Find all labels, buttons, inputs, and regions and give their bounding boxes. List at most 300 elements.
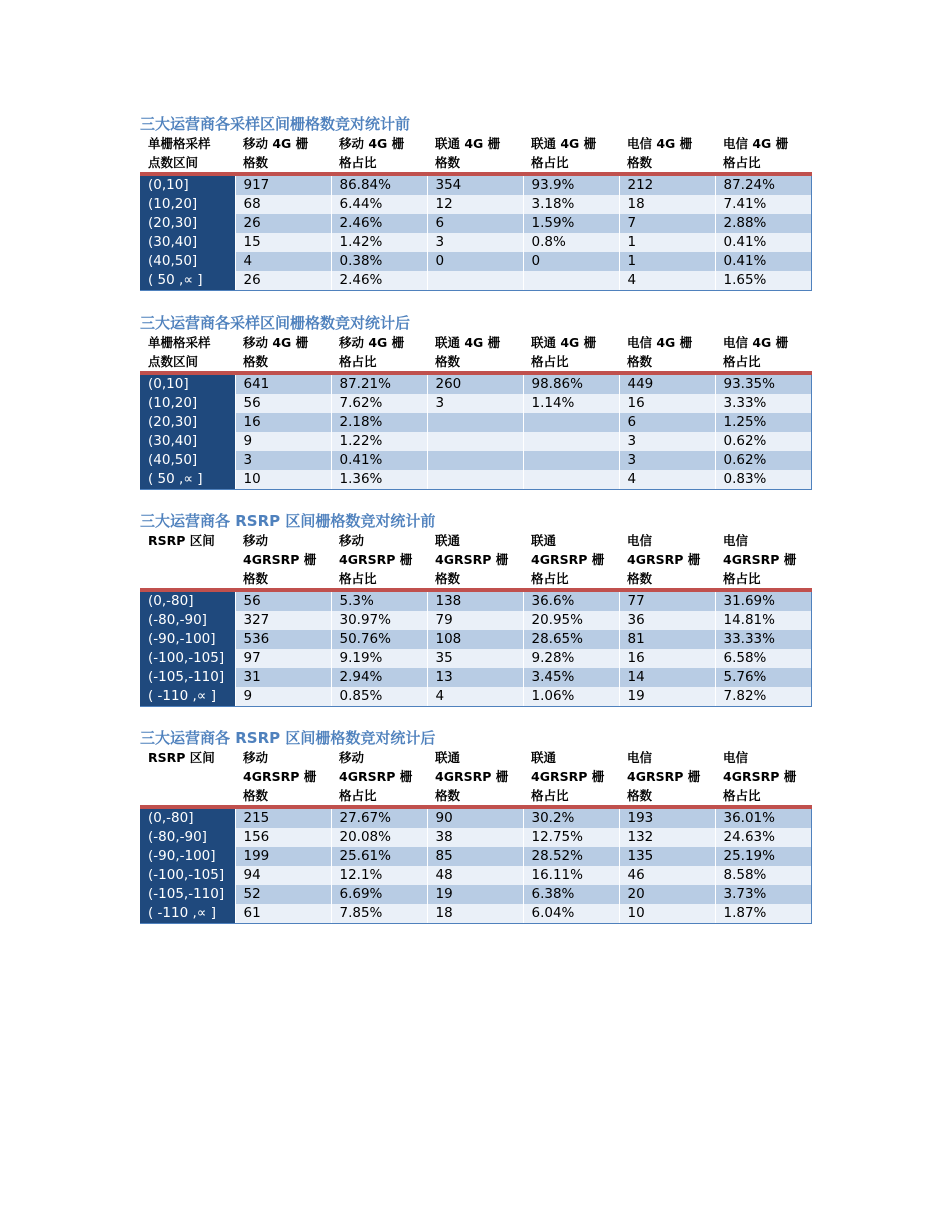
header-text: 格占比 [723, 571, 761, 586]
table-cell: 1.36% [331, 470, 427, 490]
header-cell [427, 531, 523, 590]
header-text: 4GRSRP 栅 [627, 552, 701, 567]
table-cell: 81 [619, 630, 715, 649]
row-range-label: (40,50] [140, 252, 235, 271]
header-text: 电信 [627, 533, 653, 548]
table-cell: 6.58% [715, 649, 811, 668]
table-cell: 1.65% [715, 271, 811, 291]
table-cell: 10 [235, 470, 331, 490]
table-cell: 3 [619, 451, 715, 470]
table-cell: 1 [619, 252, 715, 271]
header-cell [235, 748, 331, 807]
header-text: 联通 4G 栅 [531, 136, 597, 151]
table-cell [427, 451, 523, 470]
table-cell: 26 [235, 271, 331, 291]
table-cell: 2.46% [331, 271, 427, 291]
table-cell: 86.84% [331, 174, 427, 195]
table-cell: 7.41% [715, 195, 811, 214]
header-text: 移动 [243, 750, 269, 765]
table-cell: 93.9% [523, 174, 619, 195]
header-text: 格占比 [531, 155, 569, 170]
header-cell [523, 134, 619, 174]
table-cell: 260 [427, 373, 523, 394]
header-text: 格数 [627, 354, 653, 369]
table-cell: 6.38% [523, 885, 619, 904]
stats-table [140, 531, 812, 707]
stats-section-rsrp-before [140, 511, 811, 707]
table-cell: 48 [427, 866, 523, 885]
table-cell: 6 [619, 413, 715, 432]
table-cell: 87.24% [715, 174, 811, 195]
table-cell: 16 [235, 413, 331, 432]
section-title: 三大运营商各 RSRP 区间栅格数竞对统计前 [140, 512, 436, 530]
table-cell: 13 [427, 668, 523, 687]
header-text: 格数 [627, 788, 653, 803]
table-cell: 7.85% [331, 904, 427, 924]
header-text: 移动 4G 栅 [339, 335, 405, 350]
header-text: 电信 4G 栅 [627, 335, 693, 350]
row-range-label: ( 50 ,∝ ] [140, 271, 235, 291]
table-row [140, 630, 811, 649]
header-text: 移动 4G 栅 [243, 335, 309, 350]
table-row [140, 611, 811, 630]
table-cell: 90 [427, 807, 523, 828]
section-title: 三大运营商各 RSRP 区间栅格数竞对统计后 [140, 729, 436, 747]
header-cell [331, 531, 427, 590]
row-range-label: (-80,-90] [140, 828, 235, 847]
table-cell: 36 [619, 611, 715, 630]
row-range-label: (30,40] [140, 432, 235, 451]
table-cell: 31.69% [715, 590, 811, 611]
header-text: 电信 4G 栅 [627, 136, 693, 151]
table-cell: 0 [427, 252, 523, 271]
table-cell: 3.18% [523, 195, 619, 214]
header-cell [715, 531, 811, 590]
header-cell [619, 333, 715, 373]
table-cell: 1 [619, 233, 715, 252]
section-title: 三大运营商各采样区间栅格数竞对统计前 [140, 115, 411, 133]
row-range-label: (10,20] [140, 394, 235, 413]
header-row [140, 748, 811, 807]
table-cell: 9 [235, 687, 331, 707]
header-text: 联通 [435, 750, 461, 765]
row-range-label: (0,10] [140, 174, 235, 195]
row-range-label: (20,30] [140, 413, 235, 432]
table-cell [427, 470, 523, 490]
table-cell: 12 [427, 195, 523, 214]
row-range-label: (10,20] [140, 195, 235, 214]
header-text: 格占比 [339, 155, 377, 170]
stats-table [140, 333, 812, 490]
table-cell: 20.08% [331, 828, 427, 847]
table-row [140, 174, 811, 195]
table-cell [523, 470, 619, 490]
header-text: 格占比 [723, 788, 761, 803]
table-cell [523, 432, 619, 451]
table-row [140, 271, 811, 291]
table-cell: 193 [619, 807, 715, 828]
table-body [140, 807, 811, 924]
table-cell: 68 [235, 195, 331, 214]
row-range-label: (-100,-105] [140, 866, 235, 885]
table-row [140, 252, 811, 271]
header-text: 联通 [531, 750, 557, 765]
table-cell: 19 [427, 885, 523, 904]
table-cell: 30.97% [331, 611, 427, 630]
table-cell: 79 [427, 611, 523, 630]
header-text: 格占比 [339, 354, 377, 369]
header-text: 格数 [627, 571, 653, 586]
header-text: 4GRSRP 栅 [723, 769, 797, 784]
header-text: 电信 [723, 750, 749, 765]
header-text: 联通 4G 栅 [435, 136, 501, 151]
header-cell [427, 748, 523, 807]
table-cell: 3.73% [715, 885, 811, 904]
table-row [140, 687, 811, 707]
table-cell: 212 [619, 174, 715, 195]
stats-section-sampling-after [140, 313, 811, 490]
header-text: 单栅格采样 [148, 136, 211, 151]
table-row [140, 866, 811, 885]
header-text: 格数 [435, 354, 461, 369]
table-cell: 93.35% [715, 373, 811, 394]
row-range-label: (-105,-110] [140, 885, 235, 904]
header-cell [523, 748, 619, 807]
header-cell [619, 134, 715, 174]
header-text: 4GRSRP 栅 [531, 769, 605, 784]
header-cell [427, 333, 523, 373]
row-range-label: (0,-80] [140, 590, 235, 611]
table-cell: 7.62% [331, 394, 427, 413]
table-cell: 16.11% [523, 866, 619, 885]
table-cell: 0.83% [715, 470, 811, 490]
table-cell: 85 [427, 847, 523, 866]
row-range-label: (-90,-100] [140, 630, 235, 649]
row-range-label: ( -110 ,∝ ] [140, 687, 235, 707]
table-cell: 1.22% [331, 432, 427, 451]
header-text: 4GRSRP 栅 [435, 769, 509, 784]
row-range-label: (-100,-105] [140, 649, 235, 668]
table-cell: 19 [619, 687, 715, 707]
table-cell: 56 [235, 590, 331, 611]
header-cell [427, 134, 523, 174]
table-row [140, 847, 811, 866]
table-cell: 3 [619, 432, 715, 451]
header-text: 联通 [435, 533, 461, 548]
header-text: 格数 [435, 155, 461, 170]
table-cell: 5.3% [331, 590, 427, 611]
header-cell [235, 333, 331, 373]
table-cell: 0.8% [523, 233, 619, 252]
table-cell: 0.41% [331, 451, 427, 470]
table-cell [523, 451, 619, 470]
header-text: 格占比 [531, 354, 569, 369]
table-cell: 3.33% [715, 394, 811, 413]
header-text: 格占比 [723, 155, 761, 170]
table-cell: 3 [235, 451, 331, 470]
header-text: 4GRSRP 栅 [435, 552, 509, 567]
header-cell [331, 333, 427, 373]
table-cell: 4 [619, 271, 715, 291]
table-cell: 87.21% [331, 373, 427, 394]
table-cell: 7 [619, 214, 715, 233]
stats-table [140, 134, 812, 291]
stats-section-rsrp-after [140, 728, 811, 924]
stats-table [140, 748, 812, 924]
table-row [140, 394, 811, 413]
table-cell: 14 [619, 668, 715, 687]
header-text: 格数 [435, 788, 461, 803]
row-range-label: (40,50] [140, 451, 235, 470]
header-text: 4GRSRP 栅 [339, 552, 413, 567]
header-cell-range [140, 134, 235, 174]
header-text: 点数区间 [148, 155, 199, 170]
table-body [140, 174, 811, 291]
table-cell [427, 413, 523, 432]
table-cell: 4 [619, 470, 715, 490]
table-cell: 35 [427, 649, 523, 668]
header-text: 4GRSRP 栅 [243, 552, 317, 567]
table-cell [427, 432, 523, 451]
table-cell: 1.14% [523, 394, 619, 413]
table-cell: 0.41% [715, 252, 811, 271]
table-cell: 6.04% [523, 904, 619, 924]
table-cell: 61 [235, 904, 331, 924]
table-cell: 33.33% [715, 630, 811, 649]
table-cell: 2.18% [331, 413, 427, 432]
table-cell: 8.58% [715, 866, 811, 885]
table-cell [523, 271, 619, 291]
header-cell [523, 531, 619, 590]
header-text: 联通 4G 栅 [531, 335, 597, 350]
stats-section-sampling-before [140, 114, 811, 291]
table-cell: 2.94% [331, 668, 427, 687]
header-text: 格数 [435, 571, 461, 586]
row-range-label: (-90,-100] [140, 847, 235, 866]
header-cell [715, 748, 811, 807]
table-cell: 12.75% [523, 828, 619, 847]
header-text: 单栅格采样 [148, 335, 211, 350]
table-row [140, 807, 811, 828]
header-text: 电信 [627, 750, 653, 765]
table-cell: 28.52% [523, 847, 619, 866]
table-row [140, 432, 811, 451]
header-text: 4GRSRP 栅 [243, 769, 317, 784]
header-text: 电信 4G 栅 [723, 335, 789, 350]
table-cell: 156 [235, 828, 331, 847]
table-cell: 2.46% [331, 214, 427, 233]
table-cell: 1.87% [715, 904, 811, 924]
header-text: 格数 [243, 155, 269, 170]
table-cell: 27.67% [331, 807, 427, 828]
table-cell: 3.45% [523, 668, 619, 687]
header-cell-range [140, 333, 235, 373]
table-cell: 132 [619, 828, 715, 847]
table-cell: 30.2% [523, 807, 619, 828]
header-text: 移动 [339, 750, 365, 765]
table-cell: 7.82% [715, 687, 811, 707]
table-cell: 1.59% [523, 214, 619, 233]
table-cell: 4 [235, 252, 331, 271]
table-row [140, 904, 811, 924]
table-cell: 98.86% [523, 373, 619, 394]
table-cell: 6.44% [331, 195, 427, 214]
table-cell: 18 [619, 195, 715, 214]
table-cell: 0.85% [331, 687, 427, 707]
table-cell: 641 [235, 373, 331, 394]
table-cell: 1.25% [715, 413, 811, 432]
row-range-label: (-105,-110] [140, 668, 235, 687]
table-cell: 327 [235, 611, 331, 630]
header-text: 4GRSRP 栅 [723, 552, 797, 567]
table-cell: 135 [619, 847, 715, 866]
header-text: 电信 [723, 533, 749, 548]
table-cell: 14.81% [715, 611, 811, 630]
table-cell: 28.65% [523, 630, 619, 649]
table-cell: 97 [235, 649, 331, 668]
table-row [140, 649, 811, 668]
header-text: 移动 4G 栅 [339, 136, 405, 151]
table-cell: 354 [427, 174, 523, 195]
table-cell: 36.6% [523, 590, 619, 611]
header-text: 格占比 [723, 354, 761, 369]
table-cell: 94 [235, 866, 331, 885]
table-cell: 108 [427, 630, 523, 649]
table-cell: 9.28% [523, 649, 619, 668]
header-row [140, 333, 811, 373]
header-text: 4GRSRP 栅 [531, 552, 605, 567]
table-row [140, 470, 811, 490]
table-cell: 3 [427, 233, 523, 252]
header-text: 格数 [243, 354, 269, 369]
table-row [140, 828, 811, 847]
header-text: 格数 [243, 788, 269, 803]
table-cell: 1.06% [523, 687, 619, 707]
header-text: 联通 4G 栅 [435, 335, 501, 350]
table-cell: 215 [235, 807, 331, 828]
table-row [140, 590, 811, 611]
table-row [140, 214, 811, 233]
header-row [140, 531, 811, 590]
header-cell-range [140, 531, 235, 590]
section-title: 三大运营商各采样区间栅格数竞对统计后 [140, 314, 411, 332]
header-cell [523, 333, 619, 373]
header-cell [715, 333, 811, 373]
table-cell: 0.41% [715, 233, 811, 252]
header-text: 电信 4G 栅 [723, 136, 789, 151]
table-cell: 3 [427, 394, 523, 413]
table-cell: 24.63% [715, 828, 811, 847]
table-cell [427, 271, 523, 291]
header-text: 格数 [243, 571, 269, 586]
table-cell: 15 [235, 233, 331, 252]
header-text: 移动 [339, 533, 365, 548]
row-range-label: (0,10] [140, 373, 235, 394]
table-cell: 0.62% [715, 432, 811, 451]
header-text: 联通 [531, 533, 557, 548]
table-cell: 12.1% [331, 866, 427, 885]
header-text: RSRP 区间 [148, 750, 215, 765]
table-cell: 36.01% [715, 807, 811, 828]
table-cell: 38 [427, 828, 523, 847]
table-cell: 0 [523, 252, 619, 271]
table-cell: 18 [427, 904, 523, 924]
table-cell: 6 [427, 214, 523, 233]
table-cell: 9 [235, 432, 331, 451]
header-text: 点数区间 [148, 354, 199, 369]
table-row [140, 195, 811, 214]
table-row [140, 413, 811, 432]
header-row [140, 134, 811, 174]
header-text: 移动 [243, 533, 269, 548]
header-cell [235, 531, 331, 590]
table-cell: 46 [619, 866, 715, 885]
row-range-label: ( -110 ,∝ ] [140, 904, 235, 924]
table-cell: 917 [235, 174, 331, 195]
table-row [140, 233, 811, 252]
header-cell [619, 748, 715, 807]
table-cell: 138 [427, 590, 523, 611]
header-cell-range [140, 748, 235, 807]
table-cell: 56 [235, 394, 331, 413]
header-text: 格数 [627, 155, 653, 170]
table-cell: 9.19% [331, 649, 427, 668]
header-text: 格占比 [531, 788, 569, 803]
table-cell: 1.42% [331, 233, 427, 252]
table-row [140, 668, 811, 687]
table-row [140, 885, 811, 904]
header-text: 4GRSRP 栅 [339, 769, 413, 784]
table-cell: 199 [235, 847, 331, 866]
row-range-label: (0,-80] [140, 807, 235, 828]
header-text: 格占比 [531, 571, 569, 586]
table-cell: 0.62% [715, 451, 811, 470]
table-body [140, 373, 811, 490]
table-cell: 10 [619, 904, 715, 924]
header-cell [235, 134, 331, 174]
header-cell [331, 748, 427, 807]
table-cell: 77 [619, 590, 715, 611]
header-cell [715, 134, 811, 174]
table-cell: 52 [235, 885, 331, 904]
row-range-label: (30,40] [140, 233, 235, 252]
table-cell: 16 [619, 394, 715, 413]
table-cell: 25.19% [715, 847, 811, 866]
table-row [140, 451, 811, 470]
table-cell: 0.38% [331, 252, 427, 271]
table-cell: 50.76% [331, 630, 427, 649]
header-cell [331, 134, 427, 174]
header-text: 移动 4G 栅 [243, 136, 309, 151]
table-cell: 4 [427, 687, 523, 707]
table-body [140, 590, 811, 707]
table-cell: 26 [235, 214, 331, 233]
table-cell: 25.61% [331, 847, 427, 866]
table-cell [523, 413, 619, 432]
header-text: 格占比 [339, 788, 377, 803]
row-range-label: ( 50 ,∝ ] [140, 470, 235, 490]
header-cell [619, 531, 715, 590]
table-cell: 16 [619, 649, 715, 668]
table-cell: 20 [619, 885, 715, 904]
table-cell: 449 [619, 373, 715, 394]
row-range-label: (20,30] [140, 214, 235, 233]
table-cell: 2.88% [715, 214, 811, 233]
table-cell: 31 [235, 668, 331, 687]
row-range-label: (-80,-90] [140, 611, 235, 630]
header-text: 格占比 [339, 571, 377, 586]
table-cell: 6.69% [331, 885, 427, 904]
